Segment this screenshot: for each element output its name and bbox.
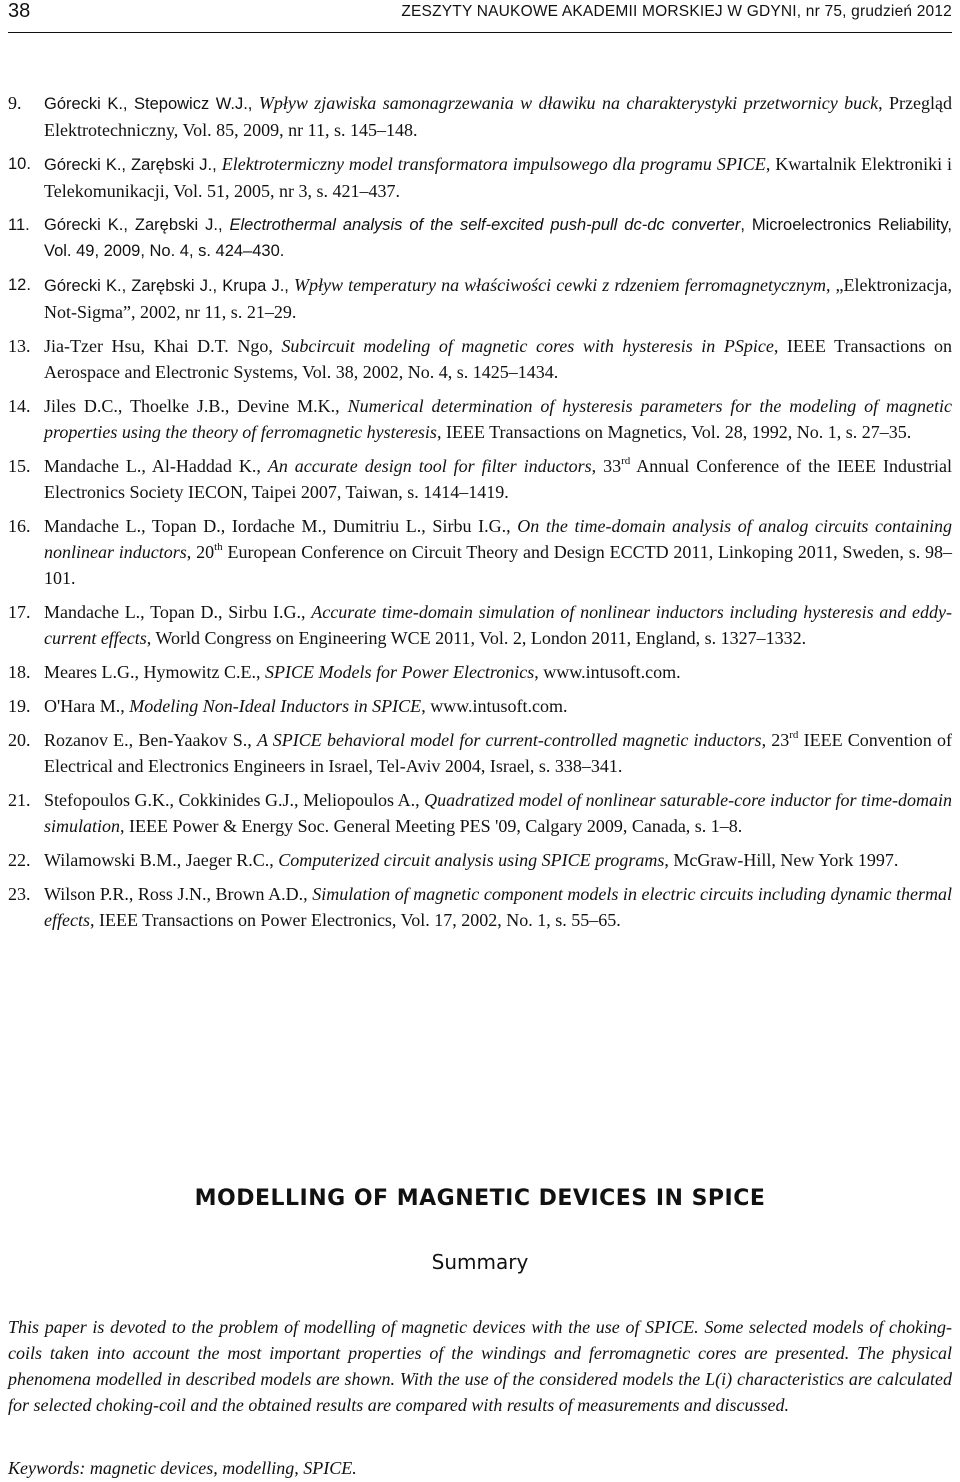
reference-number: 9. xyxy=(8,93,22,113)
reference-source: , IEEE Power & Energy Soc. General Meeting PES '09, Calgary 2009, Canada, s. 1–8. xyxy=(120,816,743,836)
reference-source: , „Elektronizacja, Not-Sigma”, 2002, nr 11, s. 21–29. xyxy=(44,275,952,322)
reference-source: , www.intusoft.com. xyxy=(421,696,568,716)
reference-title: Elektrotermiczny model transformatora impulsowego dla programu SPICE xyxy=(221,154,766,174)
reference-number: 12. xyxy=(8,276,31,294)
reference-number: 10. xyxy=(8,155,31,173)
reference-number: 13. xyxy=(8,336,31,356)
reference-source: , www.intusoft.com. xyxy=(534,662,681,682)
reference-number: 14. xyxy=(8,396,31,416)
reference-source: , IEEE Transactions on Aerospace and Electronic Systems, Vol. 38, 2002, No. 4, s. 1425–1434. xyxy=(44,336,952,382)
reference-item xyxy=(8,599,952,651)
reference-number: 15. xyxy=(8,456,31,476)
reference-authors: Mandache L., Topan D., Sirbu I.G., xyxy=(44,602,312,622)
page-number: 38 xyxy=(8,0,31,22)
reference-authors: O'Hara M., xyxy=(44,696,130,716)
reference-title: Wpływ zjawiska samonagrzewania w dławiku na charakterystyki przetwornicy buck xyxy=(258,93,879,113)
reference-source: , Przegląd Elektrotechniczny, Vol. 85, 2009, nr 11, s. 145–148. xyxy=(44,93,952,140)
reference-authors: Górecki K., Stepowicz W.J., xyxy=(44,95,259,113)
reference-number: 21. xyxy=(8,790,31,810)
reference-number: 11. xyxy=(8,216,30,234)
reference-title: SPICE Models for Power Electronics xyxy=(264,662,535,682)
reference-item xyxy=(8,847,952,873)
summary-heading: Summary xyxy=(431,1250,529,1274)
reference-list xyxy=(8,90,952,941)
reference-number: 18. xyxy=(8,662,31,682)
abstract-text: This paper is devoted to the problem of modelling of magnetic devices with the use of SPICE. Some selected models of choking-coils taken into account the most important properties of the windings and ferromagnetic cores are presented. The physical phenomena modelled in described models are shown. With the use of the considered models the L(i) characteristics are calculated for selected choking-coil and the obtained results are compared with results of measurements and discussed. xyxy=(8,1317,952,1415)
reference-source: , 33 xyxy=(591,456,622,476)
reference-item xyxy=(8,151,952,204)
reference-title: Quadratized model of nonlinear saturable-core inductor for time-domain simulation xyxy=(44,790,952,836)
reference-authors: Jia-Tzer Hsu, Khai D.T. Ngo, xyxy=(44,336,282,356)
reference-title: Accurate time-domain simulation of nonlinear inductors including hysteresis and eddy-current effects xyxy=(44,602,952,648)
reference-source: , IEEE Transactions on Magnetics, Vol. 28, 1992, No. 1, s. 27–35. xyxy=(436,422,912,442)
reference-source: , 23 xyxy=(761,730,790,750)
header-rule xyxy=(8,32,952,33)
reference-number: 22. xyxy=(8,850,31,870)
reference-title: Simulation of magnetic component models in electric circuits including dynamic thermal effects xyxy=(44,884,952,930)
reference-title: Computerized circuit analysis using SPICE programs xyxy=(278,850,665,870)
ordinal-suffix: rd xyxy=(621,455,631,467)
keywords-line: Keywords: magnetic devices, modelling, SPICE. xyxy=(8,1458,357,1478)
reference-item xyxy=(8,881,952,933)
reference-authors: Górecki K., Zarębski J., xyxy=(44,216,230,234)
page-header xyxy=(8,0,952,30)
reference-title: Wpływ temperatury na właściwości cewki z rdzeniem ferromagnetycznym xyxy=(294,275,826,295)
reference-number: 17. xyxy=(8,602,31,622)
reference-item xyxy=(8,693,952,719)
reference-item xyxy=(8,453,952,505)
reference-source: , World Congress on Engineering WCE 2011, Vol. 2, London 2011, England, s. 1327–1332. xyxy=(146,628,807,648)
reference-title: An accurate design tool for filter inductors xyxy=(267,456,592,476)
reference-source: , IEEE Transactions on Power Electronics, Vol. 17, 2002, No. 1, s. 55–65. xyxy=(89,910,621,930)
ordinal-suffix: th xyxy=(214,541,223,553)
reference-source: , Microelectronics Reliability, Vol. 49, 2009, No. 4, s. 424–430. xyxy=(44,216,953,260)
reference-authors: Mandache L., Al-Haddad K., xyxy=(44,456,268,476)
reference-item xyxy=(8,513,952,591)
reference-source-cont: European Conference on Circuit Theory and Design ECCTD 2011, Linkoping 2011, Sweden, s. 98–101. xyxy=(44,542,953,588)
reference-item xyxy=(8,90,952,143)
reference-authors: Stefopoulos G.K., Cokkinides G.J., Meliopoulos A., xyxy=(44,790,425,810)
journal-running-title: ZESZYTY NAUKOWE AKADEMII MORSKIEJ W GDYNI, nr 75, grudzień 2012 xyxy=(401,3,952,20)
reference-authors: Górecki K., Zarębski J., xyxy=(44,156,222,174)
reference-source: , Kwartalnik Elektroniki i Telekomunikacji, Vol. 51, 2005, nr 3, s. 421–437. xyxy=(44,154,953,201)
reference-number: 19. xyxy=(8,696,31,716)
english-title: MODELLING OF MAGNETIC DEVICES IN SPICE xyxy=(194,1186,766,1211)
reference-number: 23. xyxy=(8,884,31,904)
reference-title: Electrothermal analysis of the self-excited push-pull dc-dc converter xyxy=(229,216,741,234)
reference-title: On the time-domain analysis of analog circuits containing nonlinear inductors xyxy=(44,516,952,562)
reference-source-cont: Annual Conference of the IEEE Industrial Electronics Society IECON, Taipei 2007, Taiwan, s. 1414–1419. xyxy=(44,456,953,502)
reference-title: A SPICE behavioral model for current-controlled magnetic inductors xyxy=(256,730,762,750)
reference-number: 20. xyxy=(8,730,31,750)
reference-source: , McGraw-Hill, New York 1997. xyxy=(664,850,899,870)
reference-authors: Wilamowski B.M., Jaeger R.C., xyxy=(44,850,279,870)
reference-authors: Wilson P.R., Ross J.N., Brown A.D., xyxy=(44,884,313,904)
reference-item xyxy=(8,272,952,325)
ordinal-suffix: rd xyxy=(789,729,799,741)
reference-item xyxy=(8,393,952,445)
reference-authors: Mandache L., Topan D., Iordache M., Dumitriu L., Sirbu I.G., xyxy=(44,516,518,536)
reference-item xyxy=(8,727,952,779)
reference-title: Modeling Non-Ideal Inductors in SPICE xyxy=(129,696,422,716)
reference-source: , 20 xyxy=(186,542,215,562)
reference-title: Numerical determination of hysteresis parameters for the modeling of magnetic properties using the theory of ferromagnetic hysteresis xyxy=(44,396,952,442)
reference-item xyxy=(8,333,952,385)
reference-authors: Rozanov E., Ben-Yaakov S., xyxy=(44,730,257,750)
reference-authors: Meares L.G., Hymowitz C.E., xyxy=(44,662,265,682)
reference-authors: Górecki K., Zarębski J., Krupa J., xyxy=(44,277,295,295)
reference-number: 16. xyxy=(8,516,31,536)
reference-authors: Jiles D.C., Thoelke J.B., Devine M.K., xyxy=(44,396,348,416)
reference-item xyxy=(8,212,952,264)
reference-title: Subcircuit modeling of magnetic cores with hysteresis in PSpice xyxy=(281,336,774,356)
reference-item xyxy=(8,659,952,685)
reference-source-cont: IEEE Convention of Electrical and Electronics Engineers in Israel, Tel-Aviv 2004, Israel, s. 338–341. xyxy=(44,730,952,776)
reference-item xyxy=(8,787,952,839)
